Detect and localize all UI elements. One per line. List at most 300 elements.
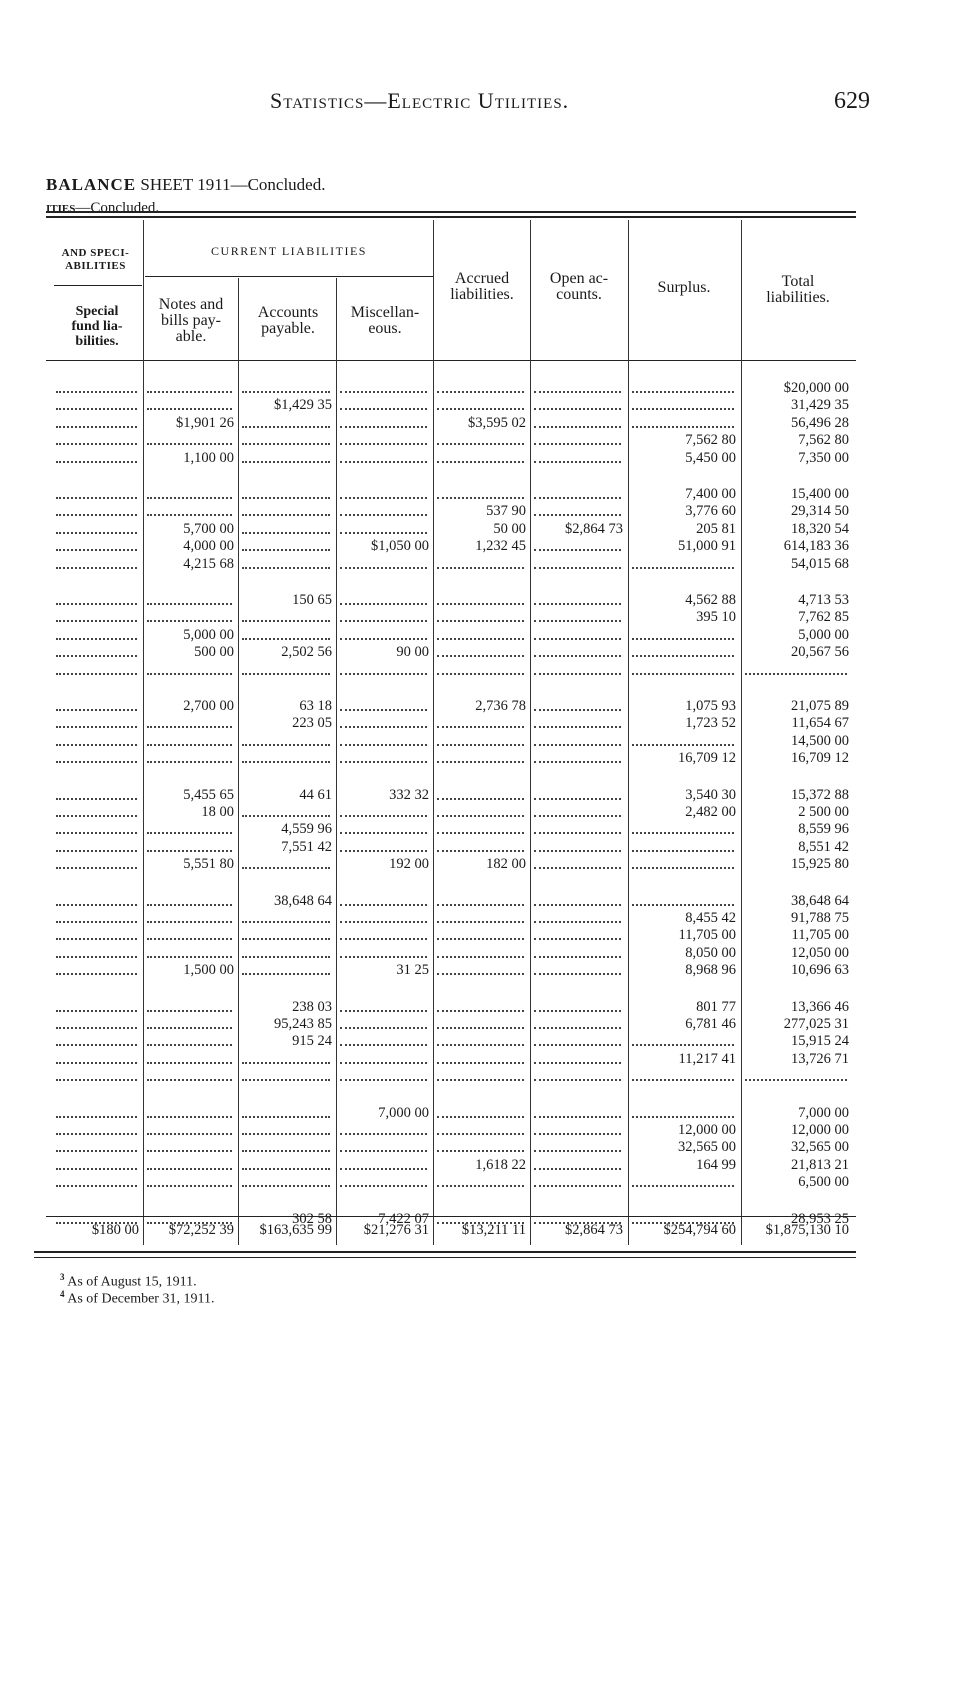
leader-dots [340, 889, 427, 906]
cell-total: 20,567 56 [791, 644, 849, 661]
leader-dots [56, 694, 137, 711]
leader-dots [632, 817, 734, 834]
cell-misc: $1,050 00 [371, 538, 429, 555]
total-accrued: $13,211 11 [461, 1222, 526, 1238]
leader-dots [147, 1135, 232, 1152]
leader-dots [437, 640, 524, 657]
leader-dots [147, 1153, 232, 1170]
leader-dots [534, 623, 621, 640]
leader-dots [242, 1135, 330, 1152]
header-left-underline [54, 285, 142, 286]
leader-dots [534, 640, 621, 657]
cell-notes: 4,215 68 [183, 555, 234, 572]
leader-dots [56, 746, 137, 763]
header-special-fund-l3: bilities. [75, 334, 119, 349]
header-total-l2: liabilities. [766, 289, 830, 306]
cell-notes: $1,901 26 [176, 414, 234, 431]
leader-dots [242, 499, 330, 516]
leader-dots [242, 1170, 330, 1187]
leader-dots [147, 889, 232, 906]
header-misc-l1: Miscellan- [350, 304, 420, 321]
leader-dots [242, 517, 330, 534]
total-special: $180 00 [91, 1222, 139, 1238]
top-rule [46, 211, 856, 213]
leader-dots [534, 393, 621, 410]
leader-dots [242, 411, 330, 428]
leader-dots [340, 1118, 427, 1135]
leader-dots [147, 835, 232, 852]
total-notes: $72,252 39 [168, 1222, 234, 1238]
leader-dots [340, 923, 427, 940]
leader-dots [56, 552, 137, 569]
cell-surplus: 8,050 00 [685, 944, 736, 961]
leader-dots [147, 658, 232, 675]
leader-dots [534, 499, 621, 516]
cell-surplus: 8,455 42 [685, 910, 736, 926]
leader-dots [632, 552, 734, 569]
leader-dots [242, 446, 330, 463]
leader-dots [147, 1012, 232, 1029]
leader-dots [147, 995, 232, 1012]
table-row [0, 503, 973, 520]
cell-total: 13,726 71 [791, 1050, 849, 1067]
table-row [0, 486, 973, 503]
header-surplus: Surplus. [657, 279, 711, 296]
cell-total: 12,050 00 [791, 944, 849, 961]
leader-dots [534, 817, 621, 834]
totals-top-rule [46, 1216, 856, 1217]
leader-dots [437, 835, 524, 852]
header-open [531, 271, 627, 303]
leader-dots [242, 923, 330, 940]
cell-misc: 31 25 [396, 962, 429, 979]
leader-dots [340, 517, 427, 534]
cell-accounts: 4,559 96 [281, 821, 332, 838]
leader-dots [534, 428, 621, 445]
leader-dots [147, 605, 232, 622]
leader-dots [534, 995, 621, 1012]
header-special-fund [52, 304, 142, 349]
leader-dots [242, 729, 330, 746]
leader-dots [242, 1047, 330, 1064]
footnote-3-text: As of August 15, 1911. [67, 1274, 197, 1290]
leader-dots [340, 393, 427, 410]
leader-dots [56, 906, 137, 923]
footnote-3 [60, 1272, 197, 1291]
leader-dots [340, 995, 427, 1012]
cell-accrued: 182 00 [486, 856, 526, 873]
leader-dots [147, 588, 232, 605]
leader-dots [56, 623, 137, 640]
leader-dots [56, 446, 137, 463]
leader-dots [437, 376, 524, 393]
page-number: 629 [834, 88, 870, 114]
footnote-3-mark: 3 [60, 1272, 65, 1282]
leader-dots [340, 694, 427, 711]
leader-dots [340, 1135, 427, 1152]
cell-surplus: 395 10 [696, 609, 736, 626]
leader-dots [340, 711, 427, 728]
cell-notes: 2,700 00 [183, 698, 234, 714]
total-accounts: $163,635 99 [259, 1222, 332, 1238]
cell-accounts: 302 58 [292, 1210, 332, 1227]
leader-dots [340, 1012, 427, 1029]
leader-dots [242, 482, 330, 499]
leader-dots [242, 623, 330, 640]
cell-misc: 90 00 [396, 644, 429, 661]
leader-dots [242, 1064, 330, 1081]
total-surplus: $254,794 60 [663, 1222, 736, 1238]
leader-dots [56, 1064, 137, 1081]
leader-dots [437, 923, 524, 940]
leader-dots [56, 534, 137, 551]
leader-dots [632, 835, 734, 852]
leader-dots [340, 1170, 427, 1187]
cell-notes: 5,551 80 [183, 856, 234, 873]
cell-total: 7,562 80 [798, 432, 849, 449]
leader-dots [340, 729, 427, 746]
cell-accrued: 537 90 [486, 503, 526, 520]
cell-total: 21,813 21 [791, 1156, 849, 1173]
leader-dots [632, 889, 734, 906]
leader-dots [534, 1029, 621, 1046]
leader-dots [56, 923, 137, 940]
leader-dots [534, 1153, 621, 1170]
leader-dots [147, 482, 232, 499]
cell-notes: 5,700 00 [183, 520, 234, 537]
header-open-l1: Open ac- [549, 270, 609, 287]
cell-total: 4,713 53 [798, 592, 849, 608]
leader-dots [147, 817, 232, 834]
cell-notes: 1,500 00 [183, 962, 234, 979]
cell-total: 91,788 75 [791, 910, 849, 926]
leader-dots [534, 800, 621, 817]
leader-dots [534, 906, 621, 923]
cell-accounts: 2,502 56 [281, 644, 332, 661]
leader-dots [340, 1064, 427, 1081]
cell-total: 6,500 00 [798, 1174, 849, 1191]
cell-total: 38,648 64 [791, 892, 849, 909]
cell-total: 32,565 00 [791, 1139, 849, 1156]
footnote-4-text: As of December 31, 1911. [67, 1291, 215, 1307]
leader-dots [56, 1047, 137, 1064]
cell-total: 56,496 28 [791, 414, 849, 431]
header-current-liabilities: CURRENT LIABILITIES [211, 244, 367, 258]
header-special-group-l1: AND SPECI- [61, 247, 130, 259]
leader-dots [56, 817, 137, 834]
leader-dots [340, 941, 427, 958]
leader-dots [437, 1012, 524, 1029]
leader-dots [56, 605, 137, 622]
cell-surplus: 32,565 00 [678, 1139, 736, 1156]
leader-dots [56, 517, 137, 534]
header-notes [144, 297, 238, 345]
leader-dots [340, 658, 427, 675]
leader-dots [340, 499, 427, 516]
leader-dots [242, 534, 330, 551]
leader-dots [437, 1118, 524, 1135]
cell-surplus: 1,723 52 [685, 715, 736, 732]
leader-dots [437, 482, 524, 499]
leader-dots [242, 746, 330, 763]
header-misc [337, 305, 433, 337]
cell-surplus: 7,562 80 [685, 432, 736, 449]
leader-dots [437, 1047, 524, 1064]
cell-accrued: 50 00 [493, 520, 526, 537]
leader-dots [56, 941, 137, 958]
leader-dots [437, 729, 524, 746]
leader-dots [242, 428, 330, 445]
cell-surplus: 6,781 46 [685, 1016, 736, 1032]
cell-total: 7,000 00 [798, 1104, 849, 1121]
leader-dots [340, 376, 427, 393]
leader-dots [745, 1064, 847, 1081]
cell-accounts: 238 03 [292, 998, 332, 1015]
leader-dots [147, 711, 232, 728]
leader-dots [632, 623, 734, 640]
leader-dots [147, 376, 232, 393]
leader-dots [437, 1170, 524, 1187]
leader-dots [56, 1012, 137, 1029]
cell-notes: 18 00 [201, 804, 234, 820]
leader-dots [534, 605, 621, 622]
leader-dots [340, 746, 427, 763]
cell-notes: 1,100 00 [183, 449, 234, 466]
leader-dots [147, 746, 232, 763]
cell-total: 15,915 24 [791, 1033, 849, 1050]
leader-dots [56, 588, 137, 605]
leader-dots [147, 1170, 232, 1187]
cell-misc: 332 32 [389, 786, 429, 803]
cell-notes: 4,000 00 [183, 538, 234, 555]
leader-dots [437, 428, 524, 445]
leader-dots [56, 1135, 137, 1152]
leader-dots [745, 658, 847, 675]
cell-accounts: 223 05 [292, 715, 332, 732]
leader-dots [632, 640, 734, 657]
cell-total: 277,025 31 [783, 1016, 849, 1032]
footnote-4 [60, 1289, 214, 1308]
leader-dots [147, 1047, 232, 1064]
leader-dots [632, 729, 734, 746]
leader-dots [340, 835, 427, 852]
leader-dots [534, 482, 621, 499]
leader-dots [242, 958, 330, 975]
cell-misc: 7,000 00 [378, 1104, 429, 1121]
cell-total: 14,500 00 [791, 732, 849, 749]
leader-dots [632, 1029, 734, 1046]
leader-dots [632, 411, 734, 428]
leader-dots [242, 552, 330, 569]
cell-notes: 500 00 [194, 644, 234, 661]
leader-dots [534, 783, 621, 800]
leader-dots [56, 1170, 137, 1187]
leader-dots [632, 393, 734, 410]
leader-dots [340, 1047, 427, 1064]
leader-dots [437, 1064, 524, 1081]
table-row [0, 1068, 973, 1085]
leader-dots [340, 800, 427, 817]
leader-dots [56, 729, 137, 746]
leader-dots [437, 588, 524, 605]
header-notes-l3: able. [175, 328, 207, 345]
leader-dots [242, 852, 330, 869]
header-special-group-l2: ABILITIES [65, 260, 126, 272]
leader-dots [147, 906, 232, 923]
leader-dots [242, 800, 330, 817]
header-accrued [434, 271, 530, 303]
leader-dots [56, 889, 137, 906]
leader-dots [534, 411, 621, 428]
leader-dots [56, 1101, 137, 1118]
leader-dots [437, 906, 524, 923]
leader-dots [147, 393, 232, 410]
header-bottom-rule [46, 360, 856, 361]
leader-dots [147, 923, 232, 940]
leader-dots [632, 1064, 734, 1081]
table-row [0, 750, 973, 767]
cell-misc: 192 00 [389, 856, 429, 873]
subtitle2-bold: ITIES [46, 203, 76, 215]
leader-dots [56, 640, 137, 657]
leader-dots [437, 889, 524, 906]
top-rule-2 [46, 216, 856, 218]
leader-dots [632, 852, 734, 869]
cell-surplus: 801 77 [696, 998, 736, 1015]
cell-accrued: 1,618 22 [475, 1156, 526, 1173]
cell-total: 54,015 68 [791, 555, 849, 572]
leader-dots [437, 746, 524, 763]
leader-dots [147, 1064, 232, 1081]
table-row [0, 962, 973, 979]
leader-dots [437, 552, 524, 569]
subtitle-rest: SHEET 1911—Concluded. [136, 175, 326, 194]
leader-dots [534, 1101, 621, 1118]
leader-dots [534, 852, 621, 869]
cell-total: 31,429 35 [791, 397, 849, 414]
cell-surplus: 1,075 93 [685, 698, 736, 714]
leader-dots [147, 1029, 232, 1046]
cell-accounts: 915 24 [292, 1033, 332, 1050]
leader-dots [147, 729, 232, 746]
leader-dots [534, 446, 621, 463]
cell-surplus: 8,968 96 [685, 962, 736, 979]
header-accounts-l1: Accounts [257, 304, 319, 321]
cell-total: 2 500 00 [798, 804, 849, 820]
cell-total: 8,551 42 [798, 838, 849, 855]
table-row [0, 1174, 973, 1191]
header-notes-l2: bills pay- [161, 312, 221, 329]
header-accrued-l2: liabilities. [450, 286, 514, 303]
leader-dots [534, 958, 621, 975]
leader-dots [437, 800, 524, 817]
bottom-rule [34, 1251, 856, 1253]
cell-total: 7,350 00 [798, 449, 849, 466]
leader-dots [242, 1118, 330, 1135]
leader-dots [56, 393, 137, 410]
leader-dots [437, 711, 524, 728]
leader-dots [340, 428, 427, 445]
total-misc: $21,276 31 [363, 1222, 429, 1238]
cell-total: 29,314 50 [791, 503, 849, 520]
table-subtitle [46, 175, 325, 195]
cell-accounts: $1,429 35 [274, 397, 332, 414]
subtitle2-rest: —Concluded. [75, 200, 160, 216]
leader-dots [56, 783, 137, 800]
cell-total: 16,709 12 [791, 750, 849, 767]
cell-surplus: 51,000 91 [678, 538, 736, 555]
leader-dots [147, 428, 232, 445]
cell-surplus: 3,776 60 [685, 503, 736, 520]
cell-surplus: 4,562 88 [685, 592, 736, 608]
leader-dots [56, 711, 137, 728]
table-row [0, 856, 973, 873]
header-special-fund-l2: fund lia- [71, 319, 123, 334]
header-special-fund-l1: Special [75, 304, 119, 319]
leader-dots [340, 1153, 427, 1170]
cell-total: 614,183 36 [783, 538, 849, 555]
leader-dots [534, 376, 621, 393]
cell-accounts: 150 65 [292, 592, 332, 608]
leader-dots [632, 376, 734, 393]
leader-dots [437, 1101, 524, 1118]
leader-dots [534, 1012, 621, 1029]
cell-accounts: 63 18 [299, 698, 332, 714]
table-row [0, 662, 973, 679]
leader-dots [534, 694, 621, 711]
leader-dots [147, 1118, 232, 1135]
cell-total: 11,654 67 [791, 715, 849, 732]
leader-dots [56, 958, 137, 975]
leader-dots [534, 1047, 621, 1064]
leader-dots [56, 1153, 137, 1170]
page-title: Statistics—Electric Utilities. [270, 88, 570, 113]
cell-surplus: 12,000 00 [678, 1122, 736, 1138]
cell-surplus: 16,709 12 [678, 750, 736, 767]
table-subtitle-2 [46, 200, 159, 217]
leader-dots [632, 1170, 734, 1187]
cell-surplus: 205 81 [696, 520, 736, 537]
table-row [0, 521, 973, 538]
header-current-underline [145, 276, 433, 277]
leader-dots [437, 941, 524, 958]
header-open-l2: counts. [556, 286, 602, 303]
cell-accrued: $3,595 02 [468, 414, 526, 431]
cell-accrued: 1,232 45 [475, 538, 526, 555]
footnote-4-mark: 4 [60, 1289, 65, 1299]
cell-total: 11,705 00 [791, 927, 849, 944]
leader-dots [534, 1170, 621, 1187]
leader-dots [340, 411, 427, 428]
leader-dots [340, 817, 427, 834]
leader-dots [437, 1135, 524, 1152]
leader-dots [534, 658, 621, 675]
leader-dots [437, 995, 524, 1012]
leader-dots [437, 958, 524, 975]
leader-dots [242, 1101, 330, 1118]
cell-open: $2,864 73 [565, 520, 623, 537]
leader-dots [534, 534, 621, 551]
leader-dots [632, 1101, 734, 1118]
cell-accrued: 2,736 78 [475, 698, 526, 714]
cell-total: 15,925 80 [791, 856, 849, 873]
leader-dots [147, 499, 232, 516]
total-open: $2,864 73 [565, 1222, 623, 1238]
leader-dots [437, 393, 524, 410]
cell-accounts: 38,648 64 [274, 892, 332, 909]
leader-dots [437, 605, 524, 622]
leader-dots [340, 906, 427, 923]
